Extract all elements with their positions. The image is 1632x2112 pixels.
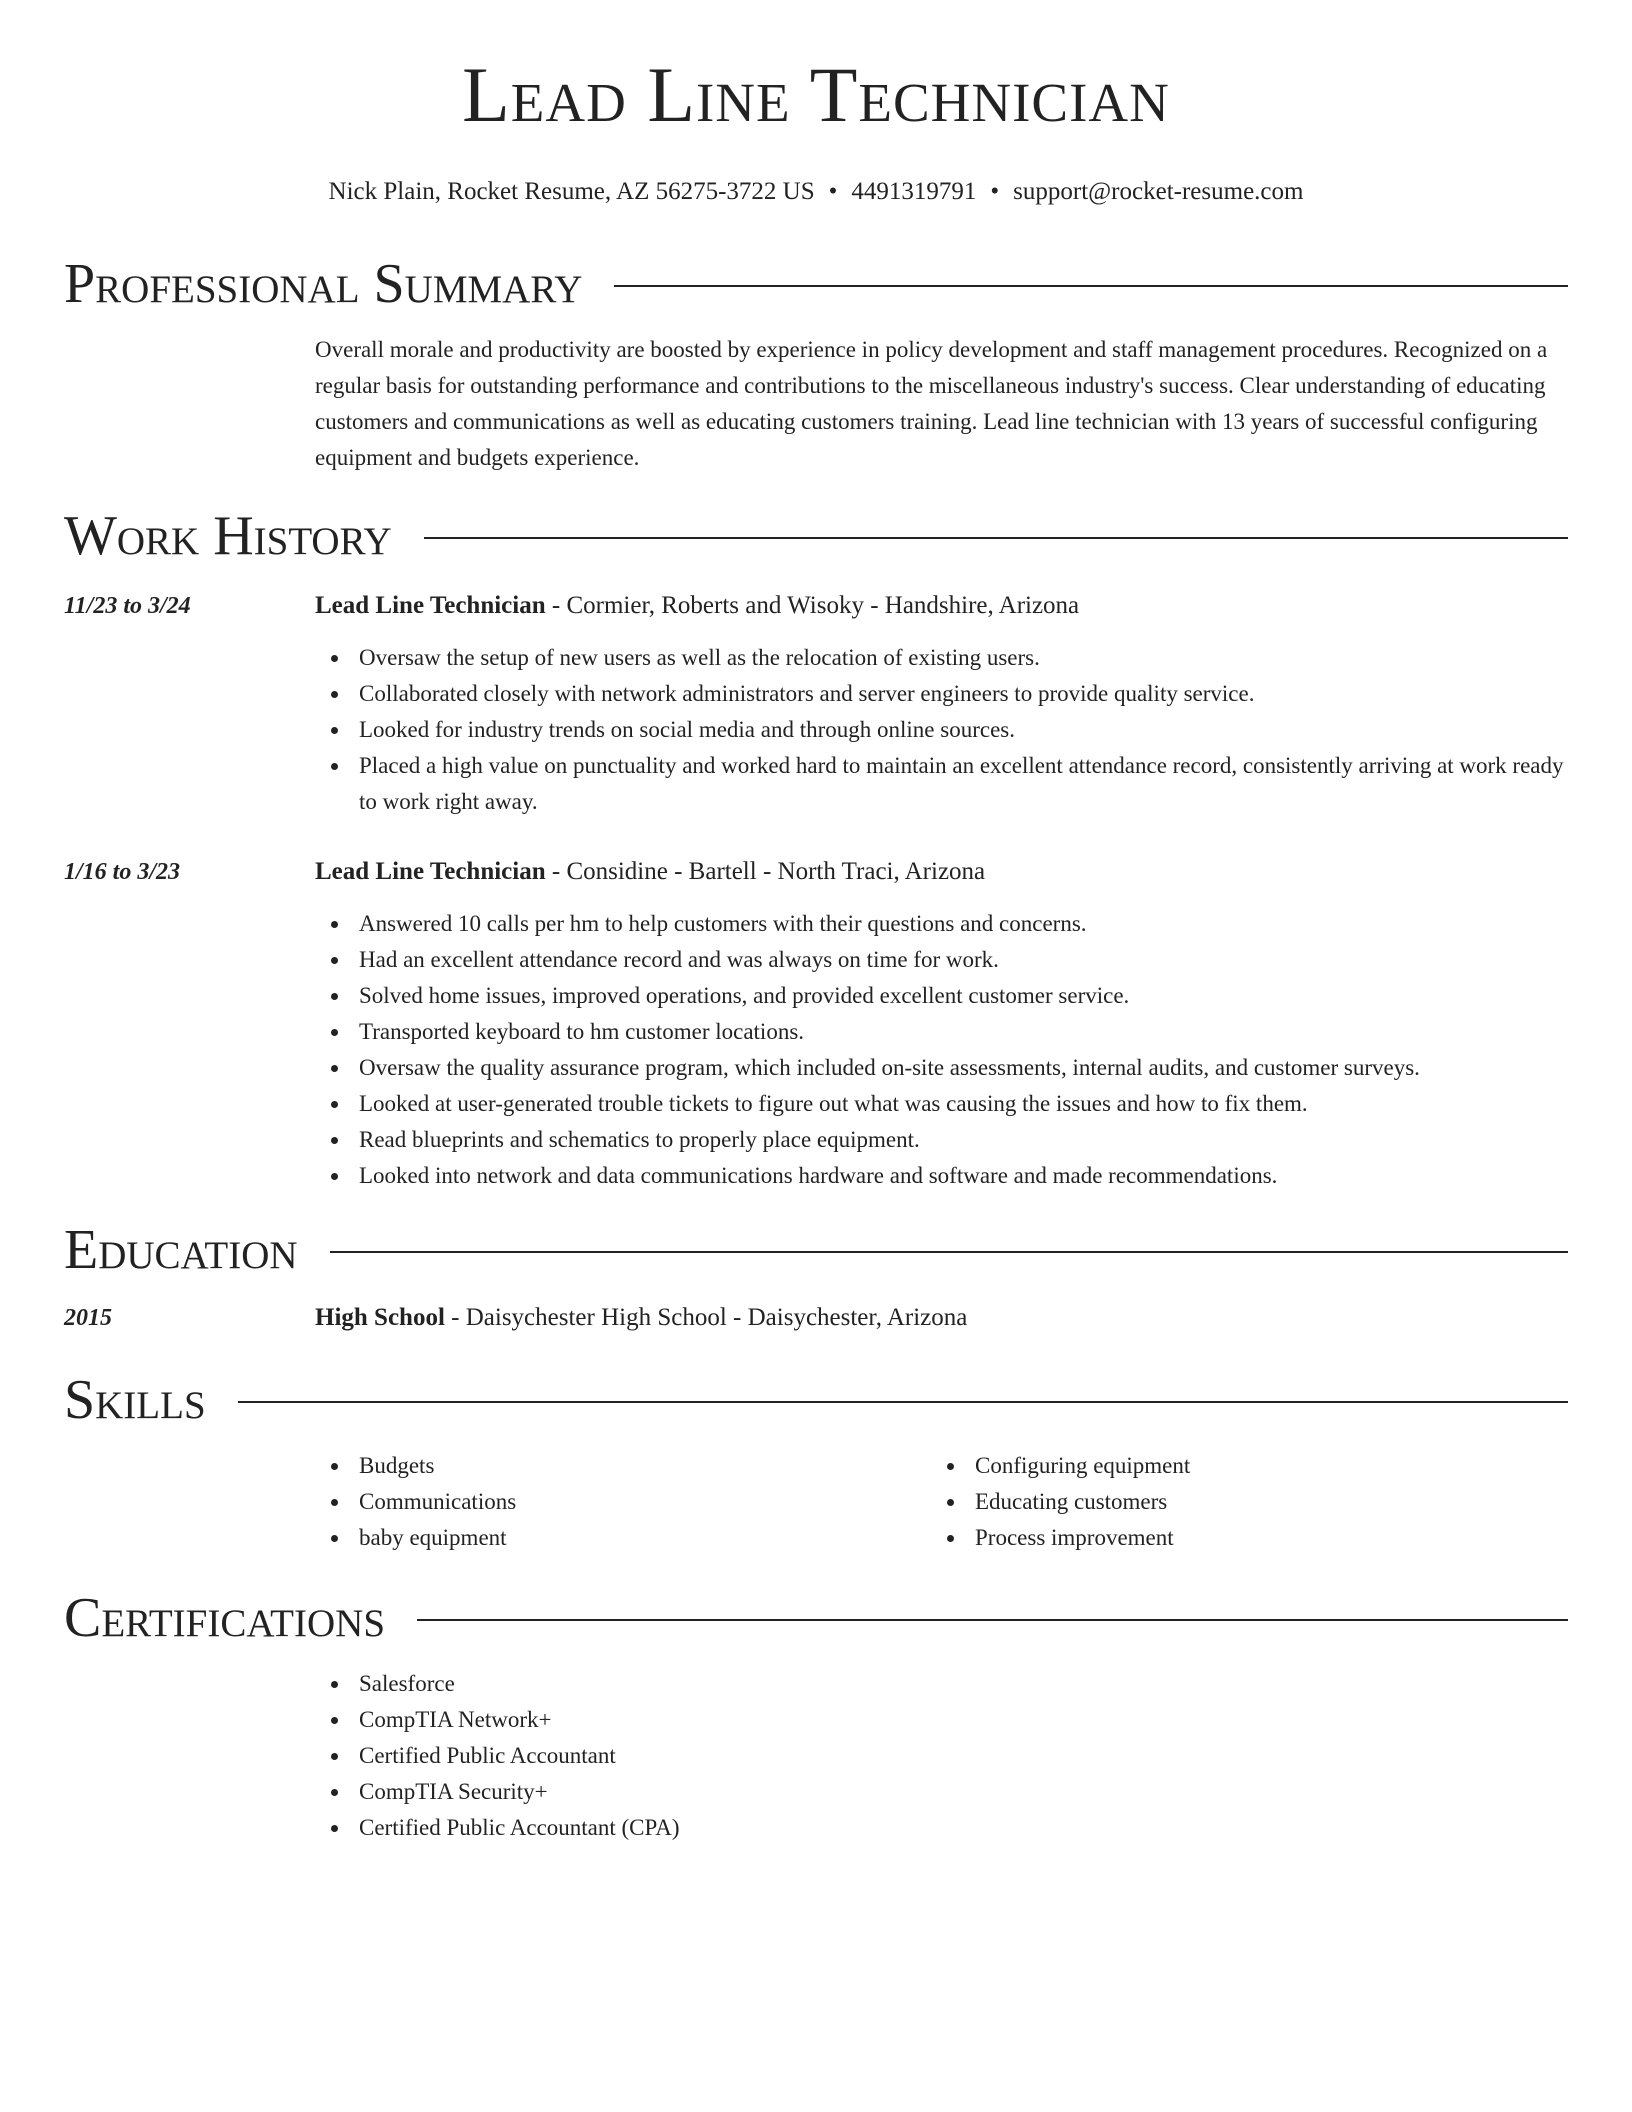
list-item: Answered 10 calls per hm to help customers with their questions and concerns. bbox=[315, 906, 1568, 942]
certifications-section bbox=[64, 1586, 1568, 1840]
contact-address: Nick Plain, Rocket Resume, AZ 56275-3722 US bbox=[328, 178, 815, 205]
section-divider bbox=[330, 1251, 1568, 1253]
summary-section bbox=[64, 252, 1568, 470]
job-entry bbox=[315, 854, 1568, 1194]
list-item: Had an excellent attendance record and was always on time for work. bbox=[315, 942, 1568, 978]
section-divider bbox=[614, 285, 1568, 287]
contact-separator: • bbox=[990, 178, 1000, 205]
section-divider bbox=[424, 537, 1568, 539]
candidate-name: Lead Line Technician bbox=[462, 51, 1170, 138]
skills-heading bbox=[64, 1368, 1568, 1432]
list-item: Oversaw the setup of new users as well as the relocation of existing users. bbox=[315, 640, 1568, 676]
list-item: CompTIA Security+ bbox=[315, 1774, 1568, 1810]
list-item: Process improvement bbox=[931, 1520, 1547, 1556]
education-section bbox=[64, 1218, 1568, 1331]
list-item: Salesforce bbox=[315, 1666, 1568, 1702]
list-item: baby equipment bbox=[315, 1520, 931, 1556]
job-duties-list bbox=[315, 640, 1568, 820]
education-year: 2015 bbox=[64, 1305, 112, 1331]
list-item: Looked for industry trends on social media and through online sources. bbox=[315, 712, 1568, 748]
summary-body bbox=[315, 332, 1568, 476]
job-dates: 11/23 to 3/24 bbox=[64, 593, 191, 619]
job-role: Lead Line Technician bbox=[315, 858, 546, 885]
list-item: Educating customers bbox=[931, 1484, 1547, 1520]
education-line bbox=[315, 1300, 1568, 1336]
list-item: Oversaw the quality assurance program, which included on-site assessments, internal audits, and customer surveys. bbox=[315, 1050, 1568, 1086]
list-item: Solved home issues, improved operations, and provided excellent customer service. bbox=[315, 978, 1568, 1014]
list-item: Transported keyboard to hm customer locations. bbox=[315, 1014, 1568, 1050]
certifications-heading bbox=[64, 1586, 1568, 1650]
section-title: Work History bbox=[64, 505, 392, 567]
summary-heading bbox=[64, 252, 1568, 316]
skills-grid bbox=[315, 1448, 1568, 1556]
list-item: CompTIA Network+ bbox=[315, 1702, 1568, 1738]
list-item: Communications bbox=[315, 1484, 931, 1520]
education-entry bbox=[315, 1300, 1568, 1336]
job-details: - Considine - Bartell - North Traci, Arizona bbox=[545, 858, 986, 885]
summary-text: Overall morale and productivity are boosted by experience in policy development and staff management procedures. Recognized on a regular basis for outstanding performance and contributions to the miscellaneous industry's success. Clear understanding of educating customers and communications as well as educating customers training. Lead line technician with 13 years of successful configuring equipment and budgets experience. bbox=[315, 337, 1548, 470]
list-item: Certified Public Accountant (CPA) bbox=[315, 1810, 1568, 1846]
list-item: Certified Public Accountant bbox=[315, 1738, 1568, 1774]
section-title: Skills bbox=[64, 1369, 206, 1431]
section-title: Certifications bbox=[64, 1587, 386, 1649]
job-dates: 1/16 to 3/23 bbox=[64, 859, 181, 885]
section-divider bbox=[417, 1619, 1568, 1621]
education-degree: High School bbox=[315, 1304, 445, 1331]
list-item: Looked into network and data communications hardware and software and made recommendations. bbox=[315, 1158, 1568, 1194]
job-title-line bbox=[315, 588, 1568, 624]
education-details: - Daisychester High School - Daisychester, Arizona bbox=[444, 1304, 968, 1331]
education-heading bbox=[64, 1218, 1568, 1282]
skills-list-left bbox=[315, 1448, 931, 1556]
job-duties-list bbox=[315, 906, 1568, 1194]
certifications-body bbox=[315, 1666, 1568, 1846]
certifications-list bbox=[315, 1666, 1568, 1846]
list-item: Collaborated closely with network administrators and server engineers to provide quality service. bbox=[315, 676, 1568, 712]
section-title: Professional Summary bbox=[64, 253, 583, 315]
job-title-line bbox=[315, 854, 1568, 890]
section-title: Education bbox=[64, 1219, 298, 1281]
work-history-heading bbox=[64, 504, 1568, 568]
list-item: Read blueprints and schematics to properly place equipment. bbox=[315, 1122, 1568, 1158]
job-role: Lead Line Technician bbox=[315, 592, 546, 619]
list-item: Looked at user-generated trouble tickets to figure out what was causing the issues and how to fix them. bbox=[315, 1086, 1568, 1122]
list-item: Budgets bbox=[315, 1448, 931, 1484]
list-item: Configuring equipment bbox=[931, 1448, 1547, 1484]
skills-list-right bbox=[931, 1448, 1547, 1556]
job-details: - Cormier, Roberts and Wisoky - Handshire, Arizona bbox=[545, 592, 1080, 619]
work-history-section bbox=[64, 504, 1568, 1188]
contact-line bbox=[64, 176, 1568, 208]
section-divider bbox=[238, 1401, 1568, 1403]
skills-section bbox=[64, 1368, 1568, 1550]
contact-email: support@rocket-resume.com bbox=[1013, 178, 1304, 205]
contact-phone: 4491319791 bbox=[851, 178, 977, 205]
job-entry bbox=[315, 588, 1568, 820]
list-item: Placed a high value on punctuality and worked hard to maintain an excellent attendance record, consistently arriving at work ready to work right away. bbox=[315, 748, 1568, 820]
contact-separator: • bbox=[828, 178, 838, 205]
